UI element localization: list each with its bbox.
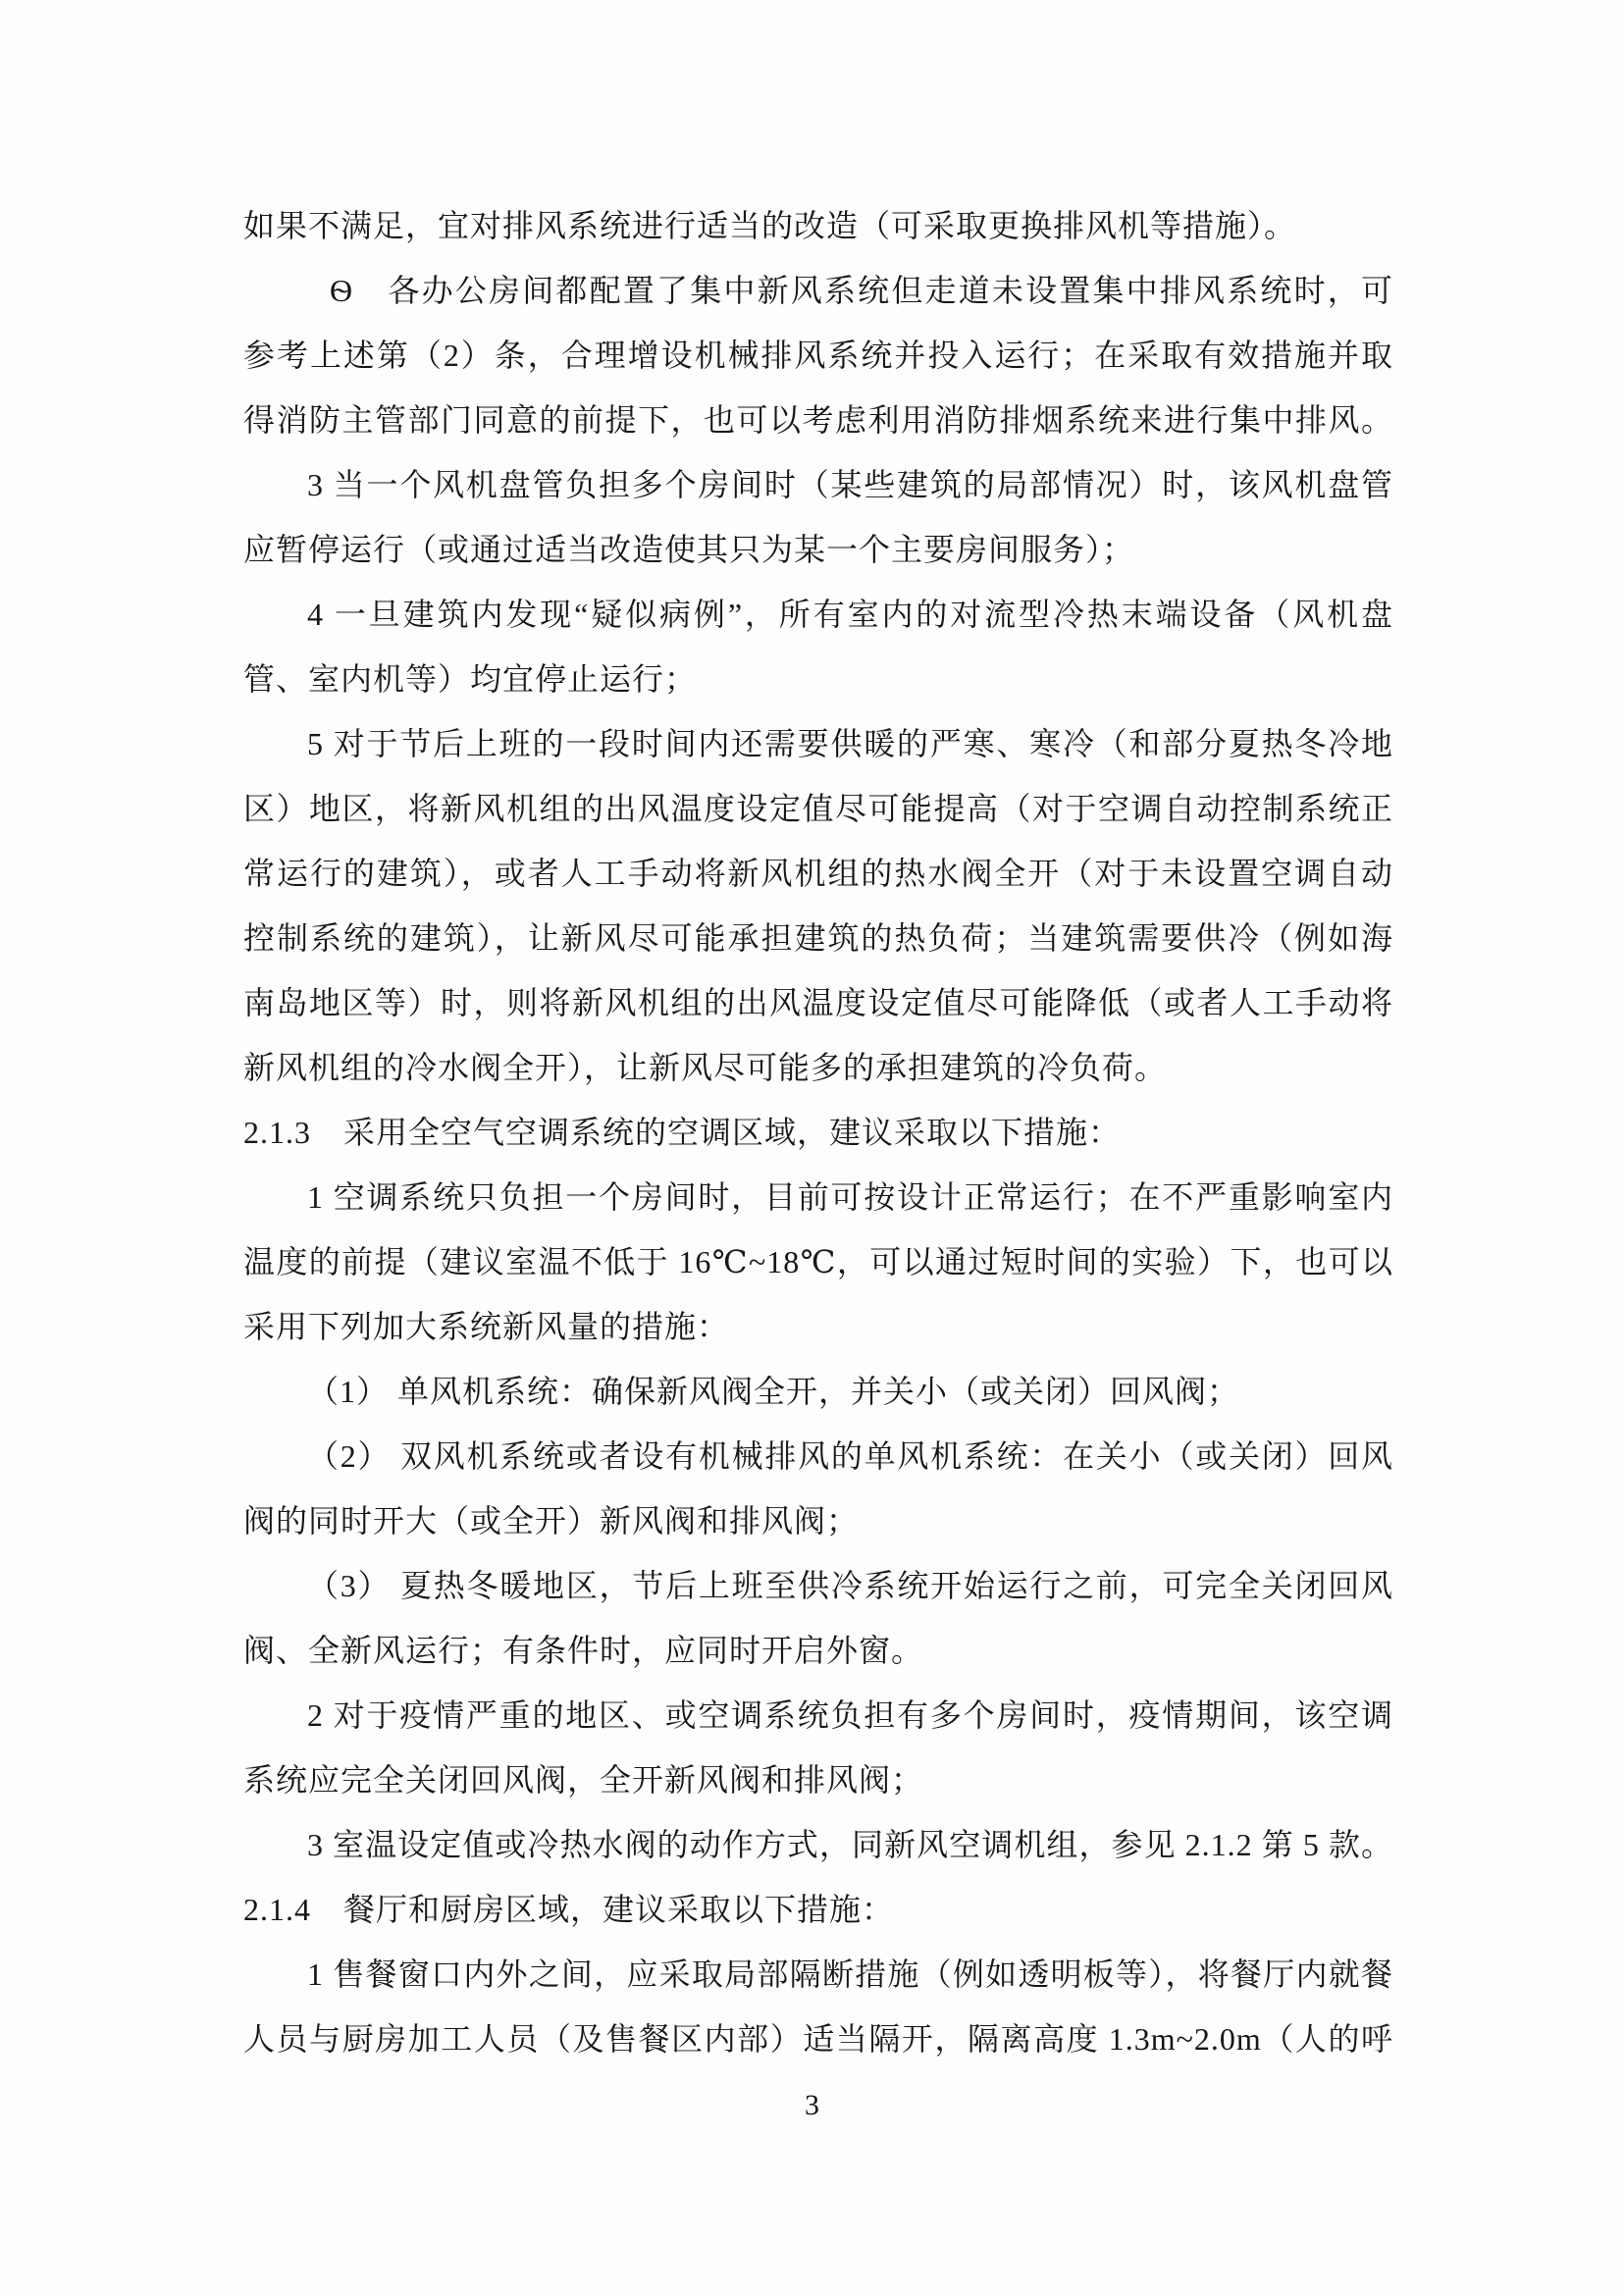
- text-line: 3 当一个风机盘管负担多个房间时（某些建筑的局部情况）时，该风机盘管: [307, 467, 1393, 502]
- text-line: 2.1.3 采用全空气空调系统的空调区域，建议采取以下措施：: [243, 1115, 1122, 1150]
- text-line: 南岛地区等）时，则将新风机组的出风温度设定值尽可能降低（或者人工手动将: [243, 985, 1393, 1020]
- text-line: （3） 夏热冬暖地区，节后上班至供冷系统开始运行之前，可完全关闭回风: [307, 1568, 1393, 1603]
- text-line: 管、室内机等）均宜停止运行；: [243, 661, 698, 697]
- page-number: 3: [805, 2089, 819, 2121]
- text-line: 如果不满足，宜对排风系统进行适当的改造（可采取更换排风机等措施）。: [243, 208, 1297, 243]
- text-line: 4 一旦建筑内发现“疑似病例”，所有室内的对流型冷热末端设备（风机盘: [307, 597, 1393, 632]
- text-line: 区）地区，将新风机组的出风温度设定值尽可能提高（对于空调自动控制系统正: [243, 791, 1393, 826]
- text-line: 人员与厨房加工人员（及售餐区内部）适当隔开，隔离高度 1.3m~2.0m（人的呼: [243, 2021, 1393, 2057]
- text-line: 2 对于疫情严重的地区、或空调系统负担有多个房间时，疫情期间，该空调: [307, 1697, 1393, 1733]
- text-line: 采用下列加大系统新风量的措施：: [243, 1309, 730, 1344]
- text-line: 新风机组的冷水阀全开），让新风尽可能多的承担建筑的冷负荷。: [243, 1050, 1168, 1085]
- text-line: 常运行的建筑），或者人工手动将新风机组的热水阀全开（对于未设置空调自动: [243, 856, 1393, 891]
- text-line: （2） 双风机系统或者设有机械排风的单风机系统：在关小（或关闭）回风: [307, 1438, 1393, 1474]
- text-line: 5 对于节后上班的一段时间内还需要供暖的严寒、寒冷（和部分夏热冬冷地: [307, 726, 1393, 761]
- text-line: 2.1.4 餐厅和厨房区域，建议采取以下措施：: [243, 1892, 895, 1927]
- text-line: 控制系统的建筑），让新风尽可能承担建筑的热负荷；当建筑需要供冷（例如海: [243, 920, 1393, 956]
- text-line: 1 空调系统只负担一个房间时，目前可按设计正常运行；在不严重影响室内: [307, 1179, 1393, 1215]
- text-line: 阀的同时开大（或全开）新风阀和排风阀；: [243, 1503, 860, 1539]
- text-line: 得消防主管部门同意的前提下，也可以考虑利用消防排烟系统来进行集中排风。: [243, 402, 1393, 438]
- text-line: （1） 单风机系统：确保新风阀全开，并关小（或关闭）回风阀；: [307, 1374, 1240, 1409]
- text-line: 参考上述第（2）条，合理增设机械排风系统并投入运行；在采取有效措施并取: [243, 338, 1393, 373]
- text-line: 3 室温设定值或冷热水阀的动作方式，同新风空调机组，参见 2.1.2 第 5 款。: [307, 1827, 1393, 1862]
- text-line: 系统应完全关闭回风阀，全开新风阀和排风阀；: [243, 1762, 924, 1798]
- text-block: [243, 193, 1393, 2071]
- text-line: 应暂停运行（或通过适当改造使其只为某一个主要房间服务）；: [243, 532, 1135, 567]
- text-line: 温度的前提（建议室温不低于 16℃~18℃，可以通过短时间的实验）下，也可以: [243, 1244, 1393, 1279]
- text-line: 1 售餐窗口内外之间，应采取局部隔断措施（例如透明板等），将餐厅内就餐: [307, 1956, 1393, 1992]
- text-line: Ѳ 各办公房间都配置了集中新风系统但走道未设置集中排风系统时，可: [330, 273, 1393, 308]
- text-line: 阀、全新风运行；有条件时，应同时开启外窗。: [243, 1633, 924, 1668]
